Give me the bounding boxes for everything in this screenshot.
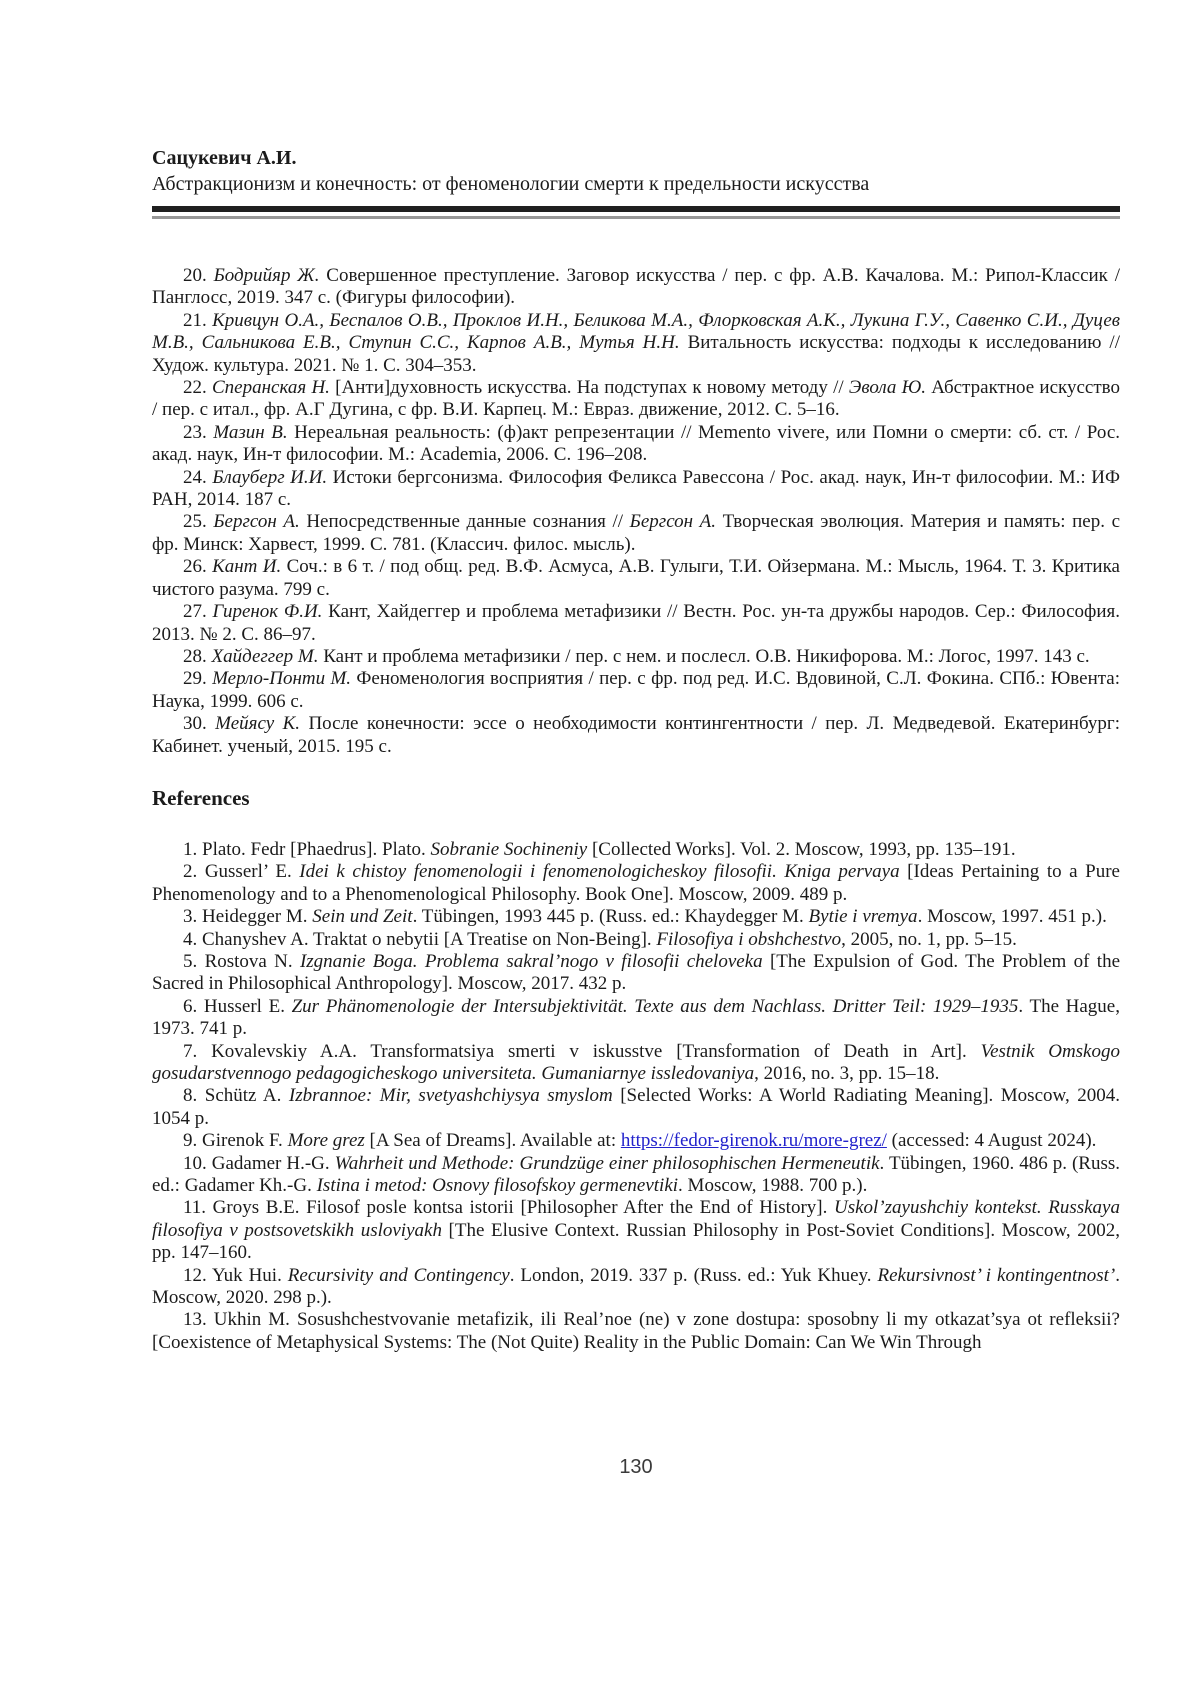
reference-author-or-title: Хайдеггер М. (211, 645, 319, 667)
reference-text: 12. Yuk Hui. (183, 1264, 288, 1286)
reference-author-or-title: Кант И. (212, 556, 282, 578)
reference-text: 6. Husserl E. (183, 995, 292, 1017)
reference-item (152, 601, 1120, 646)
reference-item (152, 1130, 1120, 1152)
header-rule-thick (152, 206, 1120, 212)
reference-text: 7. Kovalevskiy A.A. Transformatsiya smerti v iskusstve [Transformation of Death in Art]. (183, 1040, 981, 1062)
bibliography-russian-list (152, 265, 1120, 758)
reference-item (152, 996, 1120, 1041)
reference-text: . Tübingen, 1960. 486 p. (Russ. ed.: Gadamer Kh.-G. (152, 1152, 1120, 1197)
reference-item (152, 265, 1120, 310)
reference-item (152, 1265, 1120, 1310)
running-head-title: Абстракционизм и конечность: от феноменологии смерти к предельности искусства (152, 173, 870, 195)
running-head-author: Сацукевич А.И. (152, 147, 297, 169)
reference-item (152, 713, 1120, 758)
reference-text: 4. Chanyshev A. Traktat o nebytii [A Treatise on Non-Being]. (183, 928, 657, 950)
reference-item (152, 906, 1120, 928)
reference-item (152, 310, 1120, 377)
reference-item (152, 377, 1120, 422)
reference-text: . The Hague, 1973. 741 p. (152, 995, 1120, 1040)
references-heading: References (152, 785, 250, 810)
reference-author-or-title: Мейясу К. (215, 713, 301, 735)
reference-text: 8. Schütz A. (183, 1085, 289, 1107)
reference-text: . London, 2019. 337 p. (Russ. ed.: Yuk Khuey. (509, 1264, 878, 1286)
reference-text: [Collected Works]. Vol. 2. Moscow, 1993, pp. 135–191. (587, 838, 1016, 860)
reference-text: [The Expulsion of God. The Problem of the Sacred in Philosophical Anthropology]. Moscow, 2017. 432 p. (152, 950, 1121, 995)
reference-text: 1. Plato. Fedr [Phaedrus]. Plato. (183, 838, 431, 860)
reference-text: 2. Gusserl’ E. (183, 861, 300, 883)
reference-author-or-title: Recursivity and Contingency (287, 1264, 510, 1286)
reference-item (152, 1153, 1120, 1198)
reference-author-or-title: Wahrheit und Methode: Grundzüge einer philosophischen Hermeneutik (334, 1152, 880, 1174)
reference-text: Витальность искусства: подходы к исследованию // Худож. культура. 2021. № 1. С. 304–353. (152, 332, 1120, 376)
reference-author-or-title: Filosofiya i obshchestvo (656, 928, 842, 950)
reference-text: 9. Girenok F. (183, 1130, 288, 1152)
reference-text: Соч.: в 6 т. / под общ. ред. В.Ф. Асмуса, А.В. Гулыги, Т.И. Ойзермана. М.: Мысль, 1964. Т. 3. Критика чистого разума. 799 с. (152, 556, 1120, 600)
reference-author-or-title: Sein und Zeit (312, 906, 413, 928)
reference-text: 11. Groys B.E. Filosof posle kontsa istorii [Philosopher After the End of History]. (183, 1197, 834, 1219)
reference-item (152, 861, 1120, 906)
reference-text: [Selected Works: A World Radiating Meaning]. Moscow, 2004. 1054 p. (152, 1085, 1120, 1129)
reference-author-or-title: Izbrannoe: Mir, svetyashchiysya smyslom (288, 1085, 613, 1107)
reference-text: [Ideas Pertaining to a Pure Phenomenology and to a Phenomenological Philosophy. Book One]. Moscow, 2009. 489 p. (152, 861, 1120, 905)
reference-author-or-title: Sobranie Sochineniy (430, 838, 588, 860)
reference-text: , 2005, no. 1, pp. 5–15. (841, 928, 1017, 950)
reference-text: , 2016, no. 3, pp. 15–18. (754, 1063, 940, 1084)
reference-item (152, 467, 1120, 512)
reference-text: [Анти]духовность искусства. На подступах к новому методу // (329, 377, 849, 399)
page-number: 130 (619, 1456, 653, 1478)
reference-text: 21. (183, 309, 213, 331)
reference-item (152, 951, 1120, 996)
header-rule-thin (152, 216, 1120, 219)
reference-item (152, 511, 1120, 556)
reference-text: . Moscow, 1988. 700 p.). (678, 1175, 868, 1197)
reference-text: 20. (183, 265, 214, 286)
reference-text: Творческая эволюция. Материя и память: пер. с фр. Минск: Харвест, 1999. С. 781. (Классич. филос. мысль). (152, 511, 1121, 555)
reference-text: Совершенное преступление. Заговор искусства / пер. с фр. А.В. Качалова. М.: Рипол-Классик / Панглосс, 2019. 347 с. (Фигуры философии). (152, 265, 1120, 309)
reference-author-or-title: Vestnik Omskogo gosudarstvennogo pedagogicheskogo universiteta. Gumaniarnye issledovaniya (152, 1040, 1120, 1084)
reference-author-or-title: Бергсон А. (629, 511, 717, 533)
reference-text: 30. (183, 713, 216, 735)
reference-text: . Moscow, 2020. 298 p.). (152, 1264, 1120, 1309)
reference-author-or-title: Uskol’zayushchiy kontekst. Russkaya filosofiya v postsovetskikh usloviyakh (152, 1197, 1120, 1241)
reference-item (152, 1085, 1120, 1130)
reference-text: 28. (183, 645, 212, 667)
reference-item (152, 646, 1120, 668)
reference-item (152, 1041, 1120, 1086)
text-column (152, 146, 1120, 1354)
reference-text: Кант и проблема метафизики / пер. с нем. и послесл. О.В. Никифорова. М.: Логос, 1997. 143 с. (318, 645, 1090, 667)
reference-author-or-title: Izgnanie Boga. Problema sakral’nogo v filosofii cheloveka (299, 950, 763, 972)
reference-text: Непосредственные данные сознания // (299, 511, 630, 533)
reference-author-or-title: Idei k chistoy fenomenologii i fenomenologicheskoy filosofii. Kniga pervaya (299, 861, 900, 883)
reference-author-or-title: Сперанская Н. (212, 377, 330, 399)
reference-text: 27. (183, 601, 213, 623)
reference-text: После конечности: эссе о необходимости контингентности / пер. Л. Медведевой. Екатеринбург: Кабинет. ученый, 2015. 195 с. (152, 713, 1120, 757)
running-head (152, 146, 1120, 219)
reference-text: 5. Rostova N. (183, 950, 300, 972)
reference-text: 13. Ukhin M. Sosushchestvovanie metafizik, ili Real’noe (ne) v zone dostupa: sposobny li my otkazat’sya ot refleksii? [Coexistence of Metaphysical Systems: The (Not Quite) Reality in the Public Domain: Can We Win Through (152, 1309, 1120, 1353)
reference-item (152, 1197, 1120, 1264)
reference-author-or-title: Бергсон А. (213, 511, 300, 533)
reference-text: 29. (183, 668, 213, 690)
reference-text: 3. Heidegger M. (183, 906, 313, 928)
reference-author-or-title: More grez (287, 1130, 365, 1152)
references-english-list (152, 839, 1120, 1354)
reference-text: [The Elusive Context. Russian Philosophy in Post-Soviet Conditions]. Moscow, 2002, pp. 147–160. (152, 1219, 1120, 1264)
reference-text: (accessed: 4 August 2024). (886, 1130, 1097, 1152)
reference-text: . Moscow, 1997. 451 p.). (917, 906, 1107, 928)
reference-item (152, 422, 1120, 467)
reference-author-or-title: Zur Phänomenologie der Intersubjektivität. Texte aus dem Nachlass. Dritter Teil: 1929–1935 (291, 995, 1019, 1017)
reference-text: 26. (183, 556, 213, 578)
reference-author-or-title: Rekursivnost’ i kontingentnost’ (877, 1264, 1116, 1286)
reference-text: 10. Gadamer H.-G. (183, 1152, 335, 1174)
reference-author-or-title: Бодрийяр Ж. (213, 265, 320, 286)
reference-author-or-title: Bytie i vremya (808, 906, 918, 928)
reference-author-or-title: Istina i metod: Osnovy filosofskoy germenevtiki (316, 1175, 679, 1197)
reference-item (152, 839, 1120, 861)
reference-text: 23. (183, 421, 214, 443)
reference-text: 25. (183, 511, 214, 533)
reference-author-or-title: Гиренок Ф.И. (212, 601, 323, 623)
reference-text: Абстрактное искусство / пер. с итал., фр. А.Г Дугина, с фр. В.И. Карпец. М.: Евраз. движение, 2012. С. 5–16. (152, 377, 1121, 421)
reference-author-or-title: Блауберг И.И. (212, 466, 328, 488)
reference-text: Кант, Хайдеггер и проблема метафизики // Вестн. Рос. ун-та дружбы народов. Сер.: Философия. 2013. № 2. С. 86–97. (152, 601, 1120, 645)
reference-text: 24. (183, 466, 213, 488)
reference-text: Истоки бергсонизма. Философия Феликса Равессона / Рос. акад. наук, Ин-т философии. М.: ИФ РАН, 2014. 187 с. (152, 466, 1121, 511)
reference-author-or-title: Кривцун О.А., Беспалов О.В., Проклов И.Н., Беликова М.А., Флорковская А.К., Лукина Г.У., Савенко С.И., Дуцев М.В., Сальникова Е.В., Ступин С.С., Карпов А.В., Мутья Н.Н. (152, 309, 1120, 354)
reference-author-or-title: Мазин В. (213, 421, 288, 443)
reference-item (152, 1309, 1120, 1354)
reference-author-or-title: Мерло-Понти М. (212, 668, 352, 690)
reference-text: Феноменология восприятия / пер. с фр. под ред. И.С. Вдовиной, С.Л. Фокина. СПб.: Ювента: Наука, 1999. 606 с. (152, 668, 1121, 712)
reference-author-or-title: Эвола Ю. (848, 377, 926, 399)
reference-text: Нереальная реальность: (ф)акт репрезентации // Memento vivere, или Помни о смерти: сб. ст. / Рос. акад. наук, Ин-т философии. М.: Academia, 2006. С. 196–208. (152, 421, 1121, 466)
reference-item (152, 929, 1120, 951)
reference-text: [A Sea of Dreams]. Available at: (364, 1130, 621, 1152)
bibliography-section (152, 265, 1120, 1354)
reference-item (152, 556, 1120, 601)
reference-text: 22. (183, 377, 212, 399)
external-link[interactable]: https://fedor-girenok.ru/more-grez/ (620, 1130, 887, 1152)
reference-item (152, 668, 1120, 713)
reference-text: . Tübingen, 1993 445 p. (Russ. ed.: Khaydegger M. (412, 906, 809, 928)
